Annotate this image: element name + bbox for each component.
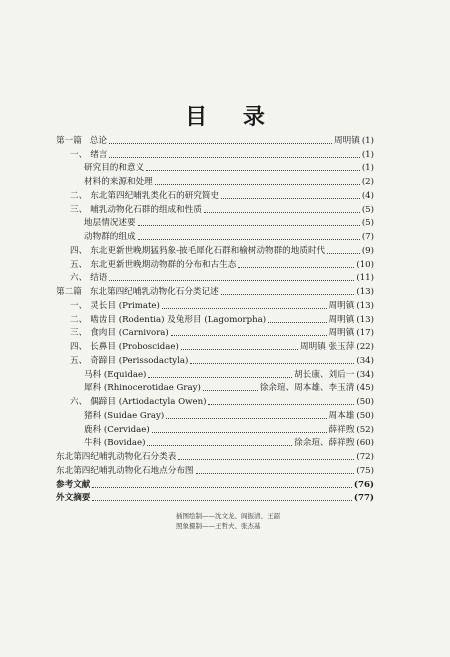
- toc-entry-page: (34): [356, 355, 374, 366]
- toc-entry-page: (77): [353, 493, 374, 504]
- toc-entry-number: 六、: [70, 273, 88, 284]
- dot-leader: [162, 307, 327, 309]
- toc-entry-author: 周明镇: [328, 314, 355, 325]
- toc-entry-number: 三、: [70, 204, 88, 215]
- toc-entry-number: 四、: [70, 342, 88, 352]
- toc-entry: [56, 243, 374, 257]
- dot-leader: [204, 211, 360, 213]
- toc-entry-number: 一、: [70, 300, 88, 311]
- toc-entry: [56, 394, 374, 408]
- toc-entry-author: 薛祥煦: [328, 424, 355, 435]
- dot-leader: [221, 293, 355, 295]
- toc-entry-title: 结语: [90, 273, 108, 284]
- toc-entry: [56, 381, 374, 395]
- dot-leader: [178, 458, 354, 460]
- toc-entry-author: 周明镇: [328, 328, 355, 339]
- toc-entry-page: (72): [356, 452, 374, 462]
- toc-entry-page: (52): [356, 424, 374, 435]
- dot-leader: [109, 156, 359, 158]
- toc-entry-page: (9): [361, 245, 374, 256]
- toc-entry-title: 马科 (Equidae): [84, 369, 147, 380]
- dot-leader: [196, 472, 355, 474]
- toc-entry: [56, 202, 374, 216]
- toc-entry-title: 猪科 (Suidae Gray): [84, 410, 165, 421]
- toc-entry: [56, 216, 374, 230]
- credit-line: 照象摄制——王哲夫、张杰基: [176, 522, 261, 530]
- toc-entry-title: 东北第四纪哺乳动物化石分类记述: [89, 287, 219, 297]
- toc-entry-author: 徐余瑄、薛祥煦: [294, 438, 355, 449]
- toc-entry-author: 周本雄: [328, 410, 355, 421]
- toc-entry-page: (34): [356, 369, 374, 380]
- toc-entry-page: (50): [356, 397, 374, 407]
- toc-entry-number: 第二篇: [56, 287, 82, 297]
- toc-entry-title: 鹿科 (Cervidae): [84, 424, 150, 435]
- toc-entry: [56, 161, 374, 175]
- toc-entry-page: (4): [361, 190, 374, 201]
- toc-entry-number: 四、: [70, 245, 88, 256]
- toc-entry-page: (1): [361, 163, 374, 174]
- toc-entry-title: 哺乳动物化石群的组成和性质: [90, 204, 202, 215]
- toc-entry-page: (7): [361, 232, 374, 242]
- toc-entry-title: 啮齿目 (Rodentia) 及兔形目 (Lagomorpha): [90, 314, 267, 325]
- toc-entry-title: 参考文献: [56, 479, 91, 490]
- toc-entry-number: 第一篇: [56, 135, 82, 146]
- toc-entry-title: 长鼻目 (Proboscidae): [90, 342, 179, 352]
- toc-entry-title: 外文摘要: [56, 493, 91, 504]
- toc-entry-title: 偶蹄目 (Artiodactyla Owen): [90, 397, 207, 407]
- credit-line: 插图绘制——沈文龙、阎振清、王韶: [176, 512, 280, 520]
- toc-entry: [56, 298, 374, 312]
- toc-entry-title: 研究目的和意义: [84, 163, 145, 174]
- toc-entry: [56, 188, 374, 202]
- toc-entry: [56, 353, 374, 367]
- toc-entry-number: 一、: [70, 149, 88, 160]
- toc-entry-page: (2): [361, 177, 374, 187]
- toc-entry: [56, 408, 374, 422]
- toc-entry-number: 二、: [70, 190, 88, 201]
- toc-entry-page: (17): [356, 328, 374, 339]
- toc-entry: [56, 491, 374, 505]
- toc-entry-title: 地层情况述要: [84, 218, 136, 229]
- dot-leader: [92, 499, 352, 501]
- toc-entry-title: 食肉目 (Carnivora): [90, 328, 169, 339]
- toc-entry: [56, 463, 374, 477]
- toc-entry-page: (13): [356, 287, 374, 297]
- toc-entry-page: (45): [356, 383, 374, 394]
- dot-leader: [238, 266, 354, 268]
- dot-leader: [155, 183, 360, 185]
- toc-entry-author: 周明镇: [334, 135, 360, 146]
- toc-entry-title: 牛科 (Bovidae): [84, 438, 146, 449]
- dot-leader: [109, 142, 332, 144]
- toc-entry: [56, 449, 374, 463]
- toc-entry-author: 周明镇: [328, 300, 355, 311]
- toc-entry-number: 五、: [70, 355, 88, 366]
- toc-entry-title: 东北第四纪哺乳动物化石分类表: [56, 452, 177, 462]
- toc-entry-title: 东北更新世晚期动物群的分布和古生态: [90, 259, 237, 270]
- toc-entry-title: 东北第四纪哺乳类化石的研究简史: [90, 190, 220, 201]
- toc-entry: [56, 326, 374, 340]
- dot-leader: [203, 389, 258, 391]
- toc-entry: [56, 229, 374, 243]
- toc-entry: [56, 477, 374, 491]
- toc-entry-page: (76): [353, 479, 374, 490]
- toc-entry: [56, 174, 374, 188]
- toc-entry-number: 五、: [70, 259, 88, 270]
- toc-entry-author: 徐余瑄、周本雄、李玉清: [259, 383, 355, 394]
- toc-entry: [56, 257, 374, 271]
- toc-entry-title: 总论: [89, 135, 107, 146]
- dot-leader: [221, 197, 360, 199]
- dot-leader: [146, 169, 360, 171]
- dot-leader: [208, 403, 354, 405]
- dot-leader: [109, 279, 354, 281]
- toc-entry-page: (10): [356, 259, 374, 270]
- toc-entry-page: (60): [356, 438, 374, 449]
- toc-entry-page: (11): [356, 273, 374, 284]
- dot-leader: [148, 376, 292, 378]
- dot-leader: [138, 238, 360, 240]
- toc-entry-author: 胡长康、刘后一: [294, 369, 355, 380]
- toc-entry: [56, 339, 374, 353]
- toc-entry-page: (13): [356, 300, 374, 311]
- toc-entry-page: (75): [356, 465, 374, 476]
- toc-entry-title: 东北第四纪哺乳动物化石地点分布图: [56, 465, 194, 476]
- dot-leader: [92, 486, 352, 488]
- toc-entry-title: 东北更新世晚期猛犸象-披毛犀化石群和榆树动物群的地质时代: [90, 245, 326, 256]
- toc-entry-author: 周明镇 张玉萍: [300, 342, 355, 352]
- table-of-contents: [56, 133, 374, 504]
- dot-leader: [147, 444, 292, 446]
- toc-entry-number: 二、: [70, 314, 88, 325]
- dot-leader: [190, 362, 354, 364]
- toc-entry-page: (1): [361, 149, 374, 160]
- toc-entry: [56, 422, 374, 436]
- toc-entry: [56, 436, 374, 450]
- page-title: 目 录: [185, 104, 279, 130]
- toc-entry-title: 奇蹄目 (Perissodactyla): [90, 355, 189, 366]
- toc-entry-page: (22): [356, 342, 374, 352]
- toc-entry-page: (13): [356, 314, 374, 325]
- dot-leader: [138, 224, 360, 226]
- toc-entry: [56, 271, 374, 285]
- toc-entry: [56, 133, 374, 147]
- toc-entry: [56, 312, 374, 326]
- toc-entry: [56, 284, 374, 298]
- toc-entry-title: 动物群的组成: [84, 232, 136, 242]
- toc-entry-page: (5): [361, 204, 374, 215]
- toc-entry-page: (50): [356, 410, 374, 421]
- dot-leader: [171, 334, 327, 336]
- toc-entry-title: 材料的来源和处理: [84, 177, 153, 187]
- dot-leader: [152, 431, 327, 433]
- credits-block: [176, 511, 280, 531]
- toc-entry: [56, 367, 374, 381]
- dot-leader: [268, 321, 326, 323]
- dot-leader: [166, 417, 326, 419]
- toc-entry-number: 六、: [70, 397, 88, 407]
- toc-entry-title: 灵长目 (Primate): [90, 300, 160, 311]
- toc-entry-number: 三、: [70, 328, 88, 339]
- toc-entry-page: (1): [361, 135, 374, 146]
- toc-entry-title: 绪言: [90, 149, 108, 160]
- dot-leader: [181, 348, 298, 350]
- toc-entry-page: (5): [361, 218, 374, 229]
- toc-entry: [56, 147, 374, 161]
- toc-entry-title: 犀科 (Rhinocerotidae Gray): [84, 383, 201, 394]
- dot-leader: [327, 252, 360, 254]
